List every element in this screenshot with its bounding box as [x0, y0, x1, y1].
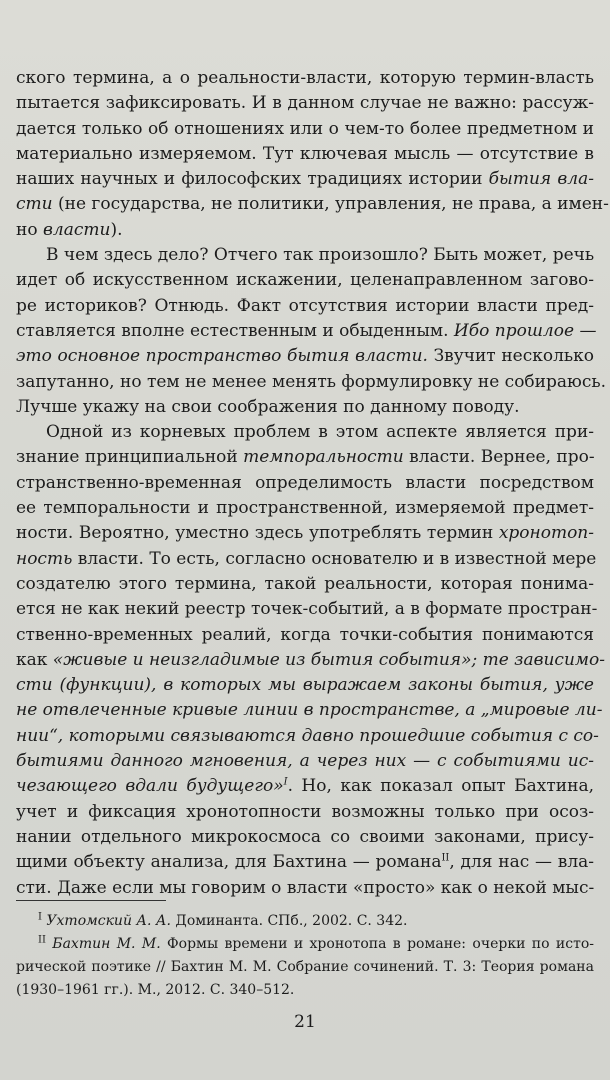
text-line: ре историков? Отнюдь. Факт отсутствия истории власти пред-: [16, 295, 594, 316]
text-line: ее темпоральности и пространственной, измеряемой предмет-: [16, 498, 594, 519]
italic-phrase: Ибо прошлое —: [453, 320, 597, 341]
text-line: но власти).: [16, 219, 123, 240]
text-line: сти (не государства, не политики, управления, не права, а имен-: [16, 194, 609, 215]
text-line: щими объекту анализа, для Бахтина — романа$^{II}$, для нас — вла-: [16, 852, 595, 873]
text-line: запутанно, но тем не менее менять формулировку не собираюсь.: [16, 371, 606, 392]
footnote-divider: [16, 900, 166, 901]
footnote-ref: II: [441, 852, 450, 864]
text-line: ставляется вполне естественным и обыденным. Ибо прошлое —: [16, 320, 597, 341]
text-line: не отвлеченные кривые линии в пространстве, а „мировые ли-: [16, 700, 603, 721]
text-line: как «живые и неизгладимые из бытия события»; те зависимо-: [16, 649, 605, 670]
footnote-ref: I: [283, 776, 288, 788]
footnote-1: $^I$ Ухтомский А. А. Доминанта. СПб., 2002. С. 342.: [38, 911, 408, 929]
italic-phrase: ность: [16, 548, 73, 569]
text-line: ется не как некий реестр точек-событий, а в формате простран-: [16, 599, 598, 620]
text-line: нании отдельного микрокосмоса со своими законами, прису-: [16, 826, 594, 847]
text-line: наших научных и философских традициях истории бытия вла-: [16, 169, 594, 190]
italic-phrase: власти: [42, 219, 111, 240]
text-line: Лучше укажу на свои соображения по данному поводу.: [16, 396, 520, 417]
italic-phrase: хронотоп-: [498, 523, 594, 544]
text-line: В чем здесь дело? Отчего так произошло? Быть может, речь: [46, 245, 595, 266]
italic-phrase: бытия вла-: [488, 169, 594, 190]
text-line: нии“, которыми связываются давно прошедшие события с со-: [16, 725, 599, 746]
footnotes: [16, 910, 594, 1002]
text-line: дается только об отношениях или о чем-то более предметном и: [16, 118, 594, 139]
footnote-2: $^{II}$ Бахтин М. М. Формы времени и хронотопа в романе: очерки по исто-: [38, 934, 595, 952]
text-line: создателю этого термина, такой реальности, которая понима-: [16, 573, 594, 594]
body-text: [16, 66, 609, 901]
footnote-2-line: рической поэтике // Бахтин М. М. Собрание сочинений. Т. 3: Теория романа: [16, 959, 594, 975]
text-line: ности. Вероятно, уместно здесь употреблять термин хронотоп-: [16, 523, 594, 544]
text-line: идет об искусственном искажении, целенаправленном загово-: [16, 270, 594, 291]
footnote-2-line: (1930–1961 гг.). М., 2012. С. 340–512.: [16, 982, 295, 998]
text-line: чезающего вдали будущего»$^I$. Но, как показал опыт Бахтина,: [16, 776, 594, 797]
text-line: это основное пространство бытия власти. Звучит несколько: [16, 346, 595, 367]
text-line: материально измеряемом. Тут ключевая мысль — отсутствие в: [16, 143, 594, 164]
text-line: ского термина, а о реальности-власти, которую термин-власть: [16, 68, 594, 88]
page-number: 21: [294, 1012, 316, 1032]
text-line: пытается зафиксировать. И в данном случае не важно: рассуж-: [16, 93, 594, 114]
italic-quote: чезающего вдали будущего»: [16, 776, 284, 797]
text-line: ственно-временных реалий, когда точки-события понимаются: [16, 624, 594, 645]
text-line: ность власти. То есть, согласно основателю и в известной мере: [16, 548, 597, 569]
text-line: знание принципиальной темпоральности власти. Вернее, про-: [16, 447, 595, 468]
text-line: сти (функции), в которых мы выражаем законы бытия, уже: [16, 675, 594, 696]
text-line: странственно-временная определимость власти посредством: [16, 472, 594, 493]
text-line: учет и фиксация хронотопности возможны только при осоз-: [16, 801, 594, 822]
italic-quote: «живые и неизгладимые из бытия события»; те зависимо-: [52, 649, 605, 670]
italic-phrase: сти: [16, 194, 53, 215]
text-line: Одной из корневых проблем в этом аспекте является при-: [46, 422, 594, 443]
italic-phrase: темпоральности: [243, 447, 404, 468]
text-line: сти. Даже если мы говорим о власти «просто» как о некой мыс-: [16, 877, 595, 898]
text-line: бытиями данного мгновения, а через них — с событиями ис-: [16, 751, 594, 772]
italic-phrase: это основное пространство бытия власти.: [16, 346, 428, 367]
